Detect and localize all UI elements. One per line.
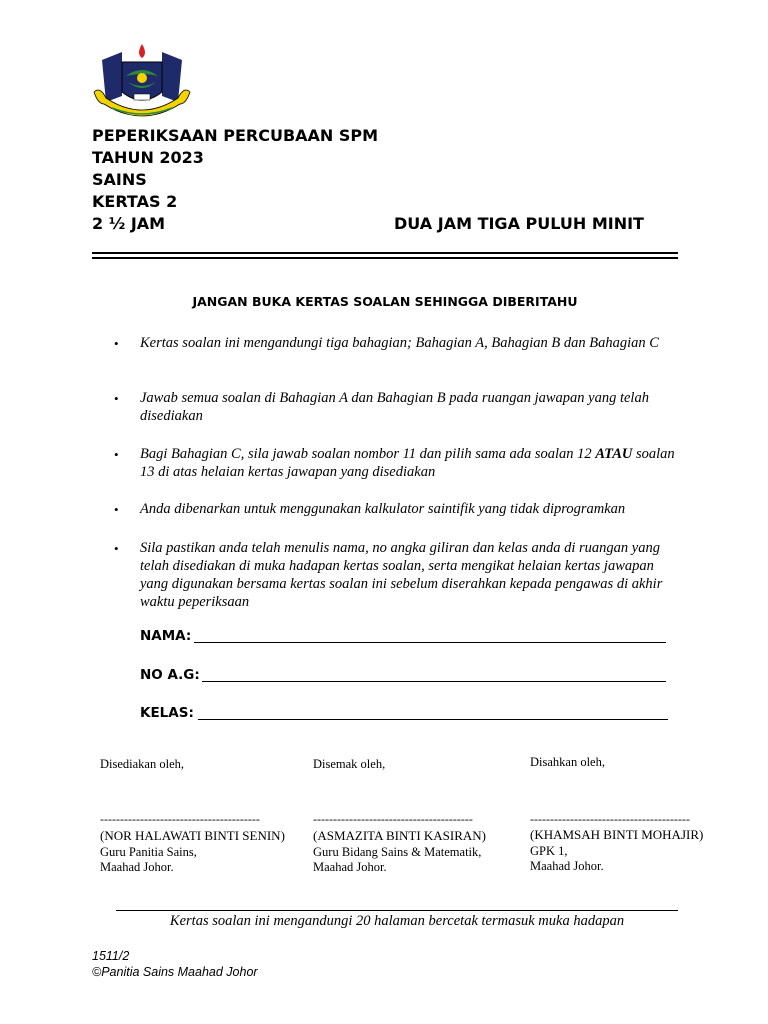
signatory-2-name: (ASMAZITA BINTI KASIRAN) — [313, 828, 487, 843]
ag-label: NO A.G: — [140, 667, 200, 683]
instruction-3-text: Bagi Bahagian C, sila jawab soalan nombor 11 dan pilih sama ada soalan 12 — [140, 446, 596, 462]
signature-line-2: ---------------------------------------- — [313, 812, 473, 826]
instruction-3-text-end: soalan 13 di atas helaian kertas jawapan yang disediakan — [140, 446, 675, 480]
footer-divider — [116, 910, 678, 911]
ag-line[interactable] — [202, 681, 666, 682]
signatory-1-title: Guru Panitia Sains, — [100, 845, 197, 859]
bullet: • — [114, 447, 119, 462]
approved-by-label: Disahkan oleh, — [530, 755, 605, 769]
pages-note: Kertas soalan ini mengandungi 20 halaman bercetak termasuk muka hadapan — [169, 913, 625, 929]
header-divider-top — [92, 252, 678, 254]
bullet: • — [114, 336, 119, 351]
exam-paper: KERTAS 2 — [92, 192, 178, 211]
instruction-3-emphasis: ATAU — [595, 446, 633, 462]
instruction-4: Anda dibenarkan untuk menggunakan kalkulator saintifik yang tidak diprogramkan — [140, 501, 626, 517]
signatory-3-name: (KHAMSAH BINTI MOHAJIR) — [530, 827, 704, 842]
exam-duration-short: 2 ½ JAM — [92, 214, 166, 233]
signature-line-1: ---------------------------------------- — [100, 812, 260, 826]
instruction-2: Jawab semua soalan di Bahagian A dan Bahagian B pada ruangan jawapan yang telah disediakan — [140, 390, 649, 424]
exam-subject: SAINS — [92, 170, 147, 189]
warning-heading: JANGAN BUKA KERTAS SOALAN SEHINGGA DIBERITAHU — [192, 294, 578, 309]
exam-year: TAHUN 2023 — [92, 148, 204, 167]
signature-line-3: ---------------------------------------- — [530, 812, 690, 826]
bullet: • — [114, 391, 119, 406]
instruction-1: Kertas soalan ini mengandungi tiga bahagian; Bahagian A, Bahagian B dan Bahagian C — [140, 335, 659, 351]
name-label: NAMA: — [140, 628, 192, 644]
name-line[interactable] — [194, 642, 666, 643]
instruction-3 — [140, 445, 680, 481]
class-line[interactable] — [198, 719, 668, 720]
bullet: • — [114, 502, 119, 517]
exam-duration-long: DUA JAM TIGA PULUH MINIT — [394, 214, 644, 233]
signatory-1-place: Maahad Johor. — [100, 860, 174, 874]
class-label: KELAS: — [140, 705, 194, 721]
school-crest-logo — [92, 42, 192, 124]
signatory-3-title: GPK 1, — [530, 844, 568, 858]
exam-title: PEPERIKSAAN PERCUBAAN SPM — [92, 126, 379, 145]
prepared-by-label: Disediakan oleh, — [100, 757, 185, 771]
bullet: • — [114, 541, 119, 556]
instruction-5: Sila pastikan anda telah menulis nama, no angka giliran dan kelas anda di ruangan yang telah disediakan di muka hadapan kertas soalan, serta mengikat helaian kertas jawapan yang digunakan bersama kertas soalan ini sebelum diserahkan kepada pengawas di akhir waktu peperiksaan — [140, 540, 663, 610]
copyright-text: ©Panitia Sains Maahad Johor — [92, 965, 258, 979]
signatory-2-title: Guru Bidang Sains & Matematik, — [313, 845, 482, 859]
signatory-3-place: Maahad Johor. — [530, 859, 604, 873]
paper-code: 1511/2 — [92, 949, 130, 963]
reviewed-by-label: Disemak oleh, — [313, 757, 386, 771]
header-divider-bottom — [92, 257, 678, 259]
signatory-1-name: (NOR HALAWATI BINTI SENIN) — [100, 828, 285, 843]
signatory-2-place: Maahad Johor. — [313, 860, 387, 874]
